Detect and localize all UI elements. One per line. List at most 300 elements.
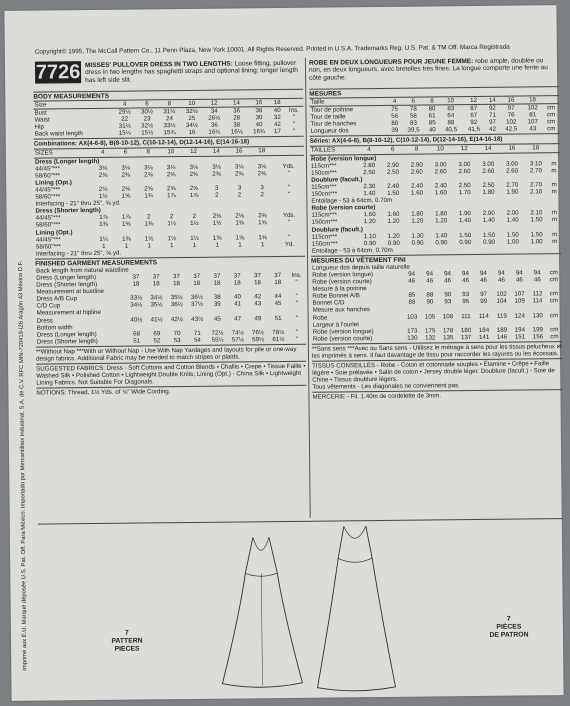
cell: 1⅝ — [212, 234, 222, 242]
cell: 61 — [428, 112, 436, 120]
cell: 2.70 — [530, 181, 543, 189]
cell: 0.90 — [483, 238, 496, 246]
note: Interfacing - 21" thru 25", ⅝ yd. — [35, 249, 122, 258]
cell: 1¾ — [144, 192, 154, 200]
cell: 38 — [213, 293, 221, 301]
cell: 18 — [250, 147, 273, 155]
cell: 1⅞ — [121, 213, 131, 222]
cell: 47 — [234, 314, 242, 323]
cell: 64 — [447, 112, 455, 120]
cell: 30 — [255, 114, 263, 122]
cell: Ins. — [288, 106, 299, 115]
body-measurements-title: BODY MEASUREMENTS — [33, 89, 303, 101]
subheading: Dress (Shorter length) — [35, 207, 101, 215]
cell: 97 — [507, 104, 515, 112]
cell: 2.00 — [506, 209, 519, 217]
note: Interfacing - 21" thru 25", ⅝ yd. — [35, 199, 121, 208]
cell: 40 — [273, 107, 281, 115]
cell: 2.70 — [506, 181, 519, 189]
series: Séries: AX(4-6-8), B(8-10-12), C(10-12-14), D(12-14-16), E(14-16-18) — [310, 134, 560, 146]
cell: 4 — [387, 97, 402, 105]
cell: 1.80 — [411, 210, 424, 218]
cell: 35½ — [150, 301, 163, 309]
cell: 2.30 — [363, 182, 376, 191]
cell — [284, 98, 303, 106]
cell: 36 — [233, 107, 241, 115]
cell: 2 — [147, 213, 151, 221]
cell: 2⅜ — [212, 170, 221, 178]
row-label: Tour de taille — [310, 113, 346, 121]
cell: 29½ — [118, 108, 131, 116]
cell: 1.20 — [435, 217, 448, 225]
cell: 194 — [514, 326, 526, 334]
cell: 70 — [173, 329, 181, 337]
cell: " — [296, 335, 299, 343]
cell: m — [551, 216, 558, 224]
cell: 46 — [497, 276, 505, 284]
cell: 0.90 — [387, 239, 400, 247]
cell: 2.00 — [482, 210, 495, 218]
cell: 1.50 — [459, 231, 472, 239]
cell: 2.40 — [434, 182, 447, 190]
pattern-pieces-label: 7 PATTERN PIECES — [111, 629, 143, 653]
cell: 2⅝ — [121, 185, 131, 193]
cell: 18 — [274, 279, 282, 287]
cell: 2⅜ — [189, 170, 199, 178]
cell: 2.40 — [410, 182, 424, 190]
cell: 42 — [489, 126, 497, 134]
cell: " — [287, 183, 290, 191]
cell: 59½ — [252, 336, 265, 344]
cell: 78½ — [272, 328, 285, 336]
cell: Yds. — [282, 212, 296, 220]
subheading: Robe (version longue) — [310, 154, 377, 163]
cell: 1.50 — [530, 216, 543, 224]
cell: 0.90 — [363, 239, 376, 247]
cell: 74½ — [231, 329, 244, 337]
cell — [543, 96, 560, 104]
cell: " — [287, 190, 291, 198]
cell: 81 — [529, 111, 537, 119]
cell: 83 — [410, 119, 417, 127]
cell: cm — [546, 111, 556, 119]
row-label: Dress (Longer length) — [36, 330, 97, 339]
cell: 25 — [188, 115, 196, 123]
subheading: Lining (Opt.) — [35, 179, 73, 187]
cell: 18 — [173, 280, 181, 288]
subheading: Doublure (facult.) — [311, 176, 363, 184]
cell: 12 — [203, 99, 225, 107]
cell: 43 — [254, 300, 262, 308]
nap-note: **Without Nap ***With or Without Nap - Use With Nap Yardages and layouts for pile or one-way design fabrics. Additional Fabric may be needed to match stripes or plaids. — [35, 345, 297, 363]
cell: 175 — [425, 327, 436, 335]
cell: 88 — [426, 291, 434, 299]
cell: 1.50 — [482, 231, 496, 239]
cell: 1½ — [167, 220, 177, 228]
cell: 1.10 — [363, 232, 376, 240]
note: Bottom width — [36, 323, 73, 332]
cell: 43½ — [191, 315, 204, 323]
cell: 99 — [480, 298, 488, 306]
cell: 1.60 — [387, 211, 400, 219]
cell: 2.60 — [410, 168, 423, 176]
row-label: Dress — [36, 316, 53, 325]
note: Measurement at hipline — [36, 309, 101, 318]
cell: 1.50 — [530, 230, 543, 239]
cell: 6 — [114, 148, 137, 156]
cell: 95 — [462, 298, 470, 306]
metrage-table — [310, 144, 561, 255]
cell: 1⅜ — [99, 221, 108, 229]
cell — [548, 144, 560, 152]
cell: 2.40 — [387, 182, 400, 190]
cell: 1⅞ — [167, 192, 176, 200]
row-label: Longueur dos — [310, 127, 349, 136]
cell: 28 — [233, 114, 241, 122]
cell: 1½ — [190, 234, 199, 242]
cell: 57½ — [231, 336, 244, 344]
cell: 3.00 — [434, 160, 447, 169]
cell: 2⅜ — [234, 170, 244, 178]
cell: m — [552, 230, 558, 238]
cell: 37 — [152, 273, 160, 281]
cell: 1.40 — [363, 190, 376, 198]
row-label: Dress (Longer length) — [36, 273, 97, 282]
cell: 76½ — [251, 328, 265, 337]
cell: cm — [546, 104, 556, 112]
pattern-envelope-back — [4, 5, 563, 701]
cell: 1.70 — [458, 189, 471, 197]
row-label: Size — [33, 100, 113, 109]
cell: 105 — [424, 312, 436, 321]
cell: 2.60 — [434, 168, 447, 176]
cell: 80 — [428, 105, 436, 113]
cell: 32½ — [141, 122, 154, 130]
cell: 2⅝ — [144, 185, 153, 193]
cell: 10 — [428, 145, 452, 153]
cell: 40 — [233, 293, 241, 301]
subheading: Lining (Opt.) — [35, 228, 73, 237]
cell: 16½ — [230, 128, 243, 136]
cell: 18 — [524, 144, 548, 152]
cell: 38 — [233, 121, 241, 129]
finished-measurements-title: FINISHED GARMENT MEASUREMENTS — [35, 256, 305, 268]
cell: 2 — [169, 213, 174, 221]
cell: 97 — [480, 291, 488, 299]
cell: 36 — [210, 121, 218, 130]
row-label: 58/60"*** — [35, 193, 61, 201]
cell: 36½ — [190, 294, 203, 302]
row-label: Robe (version longue) — [312, 271, 374, 279]
cell: 14 — [225, 99, 247, 107]
cell: 71 — [488, 111, 496, 120]
cell: 42 — [254, 293, 262, 301]
cell: 18 — [132, 280, 140, 288]
cell: 3.00 — [482, 160, 495, 168]
cell: 71 — [193, 329, 201, 337]
cell: 1½ — [212, 220, 222, 228]
cell: 24 — [165, 115, 173, 123]
cell: 1.80 — [435, 210, 448, 218]
cell: 1.80 — [482, 188, 495, 196]
row-label: 44/45"*** — [35, 214, 61, 222]
cell: cm — [549, 276, 558, 284]
cell: 35½ — [170, 294, 183, 302]
cell: 37 — [193, 272, 201, 280]
cell: 3⅛ — [189, 163, 199, 171]
cell: 1½ — [167, 234, 177, 242]
row-label: Tour de poitrine — [310, 106, 354, 114]
row-label: 115cm*** — [311, 233, 338, 241]
cell: 37 — [213, 272, 221, 280]
cell: 104 — [496, 298, 507, 306]
row-label: TAILLES — [310, 146, 357, 155]
cell: 93 — [462, 291, 470, 299]
cell: 3⅛ — [212, 163, 221, 171]
cell: 2⅜ — [166, 170, 176, 178]
cell: cm — [550, 332, 559, 341]
cell: 31½ — [163, 108, 176, 116]
cell: 2 — [215, 191, 219, 199]
row-label: 44/45"*** — [35, 164, 60, 173]
cell: m — [551, 188, 557, 196]
cell: 0.90 — [459, 238, 472, 246]
row-label: Robe — [312, 314, 328, 322]
cell: 1.60 — [410, 189, 424, 197]
cell: 102 — [496, 290, 507, 299]
cell: 114 — [532, 297, 543, 305]
cell: " — [288, 233, 291, 241]
cell: 30½ — [140, 108, 154, 116]
note: Entoilage - 53 à 64cm, 0.70m — [311, 196, 393, 205]
cell: 199 — [532, 326, 544, 334]
cell: 124 — [514, 312, 525, 320]
cell: 12 — [452, 145, 476, 153]
cell: 94 — [533, 269, 541, 277]
pieces-de-patron-label: 7 PIÈCES DE PATRON — [489, 615, 529, 639]
cell: Yds. — [282, 162, 295, 170]
cell: 46 — [515, 276, 523, 284]
cell: 15¼ — [118, 129, 131, 138]
cell: 42 — [273, 121, 281, 129]
cell: 40½ — [130, 316, 143, 324]
row-label: Dress (Shorter length) — [36, 337, 98, 346]
cell: 184 — [478, 326, 490, 334]
cell: 8 — [158, 100, 180, 108]
cell: 67 — [470, 112, 478, 120]
cell: 37 — [253, 272, 261, 280]
cell: 16 — [500, 96, 523, 104]
cell: 1.40 — [435, 231, 448, 240]
cell: 18 — [254, 279, 262, 287]
cell: 41 — [234, 300, 241, 308]
cell: 2.50 — [363, 168, 376, 176]
cell: m — [551, 181, 557, 189]
cell: 1⅜ — [122, 235, 131, 243]
cell: 3⅛ — [98, 164, 108, 172]
cell: 8 — [425, 97, 440, 105]
row-label: Robe (version courte) — [312, 334, 373, 343]
cell: 12 — [182, 148, 205, 156]
cell: 132 — [425, 334, 436, 342]
note: Longueur dos depuis taille naturelle — [312, 263, 410, 272]
yardage-table — [34, 146, 305, 257]
row-label: Taille — [309, 97, 387, 106]
cell: 78 — [409, 105, 417, 113]
cell: 1.40 — [458, 217, 472, 225]
mesures-title: MESURES — [309, 86, 559, 98]
combinations: Combinations: AX(4-6-8), B(8-10-12), C(10-12-14), D(12-14-16), E(14-16-18) — [34, 136, 304, 148]
french-column — [309, 85, 562, 401]
mercerie: MERCERIE - Fil, 1.40m de cordelette de 3mm. — [312, 392, 442, 401]
cell: 1½ — [144, 234, 154, 243]
cell: 1 — [238, 241, 242, 249]
cell: 26½ — [208, 114, 221, 122]
row-label: Tour de hanches — [310, 120, 357, 128]
cell: 36½ — [170, 301, 183, 309]
pattern-number: 7726 — [35, 60, 81, 84]
cell: 93 — [444, 298, 452, 306]
cell: 1.40 — [506, 216, 519, 225]
cell: 2.70 — [529, 167, 543, 175]
cell: 87 — [470, 105, 478, 113]
cell: 52 — [153, 337, 161, 345]
cell: 46 — [408, 277, 416, 285]
cell: 178 — [442, 326, 454, 335]
cell: 10 — [160, 148, 183, 156]
cell: 108 — [442, 312, 454, 320]
body-measurements-table — [33, 98, 303, 138]
cell: 111 — [461, 312, 471, 320]
cell: 39,5 — [407, 126, 420, 135]
row-label: C/D Cup — [36, 302, 61, 310]
cell: 2.50 — [458, 181, 471, 190]
cell: 22 — [121, 115, 129, 123]
english-column — [33, 88, 306, 397]
cell: 1½ — [190, 220, 199, 228]
cell: 8 — [137, 148, 160, 156]
row-label: Robe (version longue) — [312, 327, 374, 336]
french-heading-title: ROBE EN DEUX LONGUEURS POUR JEUNE FEMME: — [308, 58, 474, 67]
row-label: SIZES — [34, 149, 92, 158]
cell: 2.60 — [482, 167, 495, 175]
notions: NOTIONS: Thread, 1½ Yds. of ⅛" Wide Cording. — [36, 388, 171, 397]
row-label: Back waist length — [34, 130, 83, 138]
cell: 40 — [255, 121, 263, 129]
mesures-vetement-fini-title: MESURES DU VÊTEMENT FINI — [311, 253, 561, 265]
cell: 3 — [214, 184, 219, 192]
cell: 15¾ — [163, 129, 176, 137]
mesures-vetement-fini-table — [311, 262, 562, 343]
finished-measurements-table — [35, 265, 306, 346]
cell: 107 — [527, 118, 538, 126]
cell: cm — [549, 290, 559, 298]
cell: 34 — [210, 107, 218, 115]
mesures-table — [309, 95, 559, 135]
cell: 46 — [533, 276, 541, 284]
english-heading-text: Loose fitting, pullover dress in two lengths has spaghetti straps and optional lining; longer length has left side slit. — [85, 59, 298, 84]
cell: 114 — [478, 312, 489, 320]
cell: 94 — [462, 270, 469, 278]
cell: 16 — [500, 144, 524, 152]
row-label: Bonnet C/D — [312, 299, 345, 308]
cell: 2⅜ — [258, 212, 267, 220]
cell: 33½ — [130, 294, 143, 302]
cell: 32 — [273, 114, 281, 122]
cell: 3 — [260, 184, 264, 192]
cell: 4 — [91, 149, 114, 157]
cell: 189 — [496, 326, 508, 334]
cell: 72½ — [211, 329, 224, 337]
cell: 1 — [170, 241, 174, 249]
cell: 39 — [213, 301, 221, 309]
cell: 45 — [213, 315, 221, 323]
cell: 1 — [102, 242, 106, 250]
cell: 41,5 — [467, 126, 480, 134]
note: Measurement at bustline — [36, 288, 105, 296]
cell: 68 — [133, 330, 141, 338]
cell: 51 — [133, 337, 141, 345]
cell: 173 — [407, 327, 418, 335]
cell: " — [295, 278, 298, 286]
cell: 2⅜ — [257, 169, 267, 178]
cell: 1⅝ — [235, 219, 245, 227]
cell: cm — [550, 325, 559, 333]
cell: 3⅛ — [121, 164, 131, 172]
row-label: Waist — [34, 116, 50, 124]
cell: 1⅜ — [121, 221, 131, 229]
cell: 2.10 — [530, 188, 543, 196]
cell: 1⅞ — [189, 191, 199, 200]
row-label: 150cm*** — [311, 240, 338, 248]
cell: 3.10 — [529, 159, 542, 168]
cell: 94 — [515, 269, 523, 277]
cell: 1.20 — [387, 232, 400, 240]
cell: 54 — [193, 336, 201, 344]
cell: 18 — [193, 279, 201, 288]
cell: 1.50 — [506, 231, 519, 239]
cell: 6 — [381, 146, 405, 154]
cell: 15½ — [141, 129, 154, 137]
cell: 85 — [428, 119, 436, 127]
cell: 90 — [426, 298, 434, 306]
cell: 2.50 — [386, 168, 400, 176]
cell: 32½ — [185, 107, 198, 116]
cell: 1⅝ — [258, 233, 267, 241]
cell: 2⅛ — [212, 212, 222, 221]
note: Mesure à la poitrine — [312, 285, 367, 293]
note: Largeur à l'ourlet — [312, 320, 359, 329]
cell: 2⅛ — [235, 212, 245, 220]
cell: 112 — [532, 290, 543, 298]
cell: 137 — [460, 333, 472, 341]
cell: 31½ — [118, 122, 131, 130]
french-heading-text: robe ample, doublée ou non, en deux longueurs, avec bretelles très fines. La longue comporte une fente au côté gauche. — [309, 57, 548, 82]
cell: 3 — [237, 184, 242, 192]
cell: 3.00 — [506, 160, 519, 168]
cell: 2.60 — [506, 167, 519, 175]
row-label: 44/45"*** — [35, 235, 61, 244]
cell: 34½ — [130, 301, 143, 309]
cell: 1½ — [98, 192, 108, 200]
cell: 102 — [506, 118, 517, 126]
cell: 55½ — [211, 336, 224, 344]
subheading: Robe (version courte) — [311, 204, 376, 212]
cell: 43 — [529, 125, 537, 133]
cell: 130 — [532, 311, 543, 319]
cell: 6 — [136, 100, 158, 108]
cell: 2.10 — [530, 209, 543, 217]
